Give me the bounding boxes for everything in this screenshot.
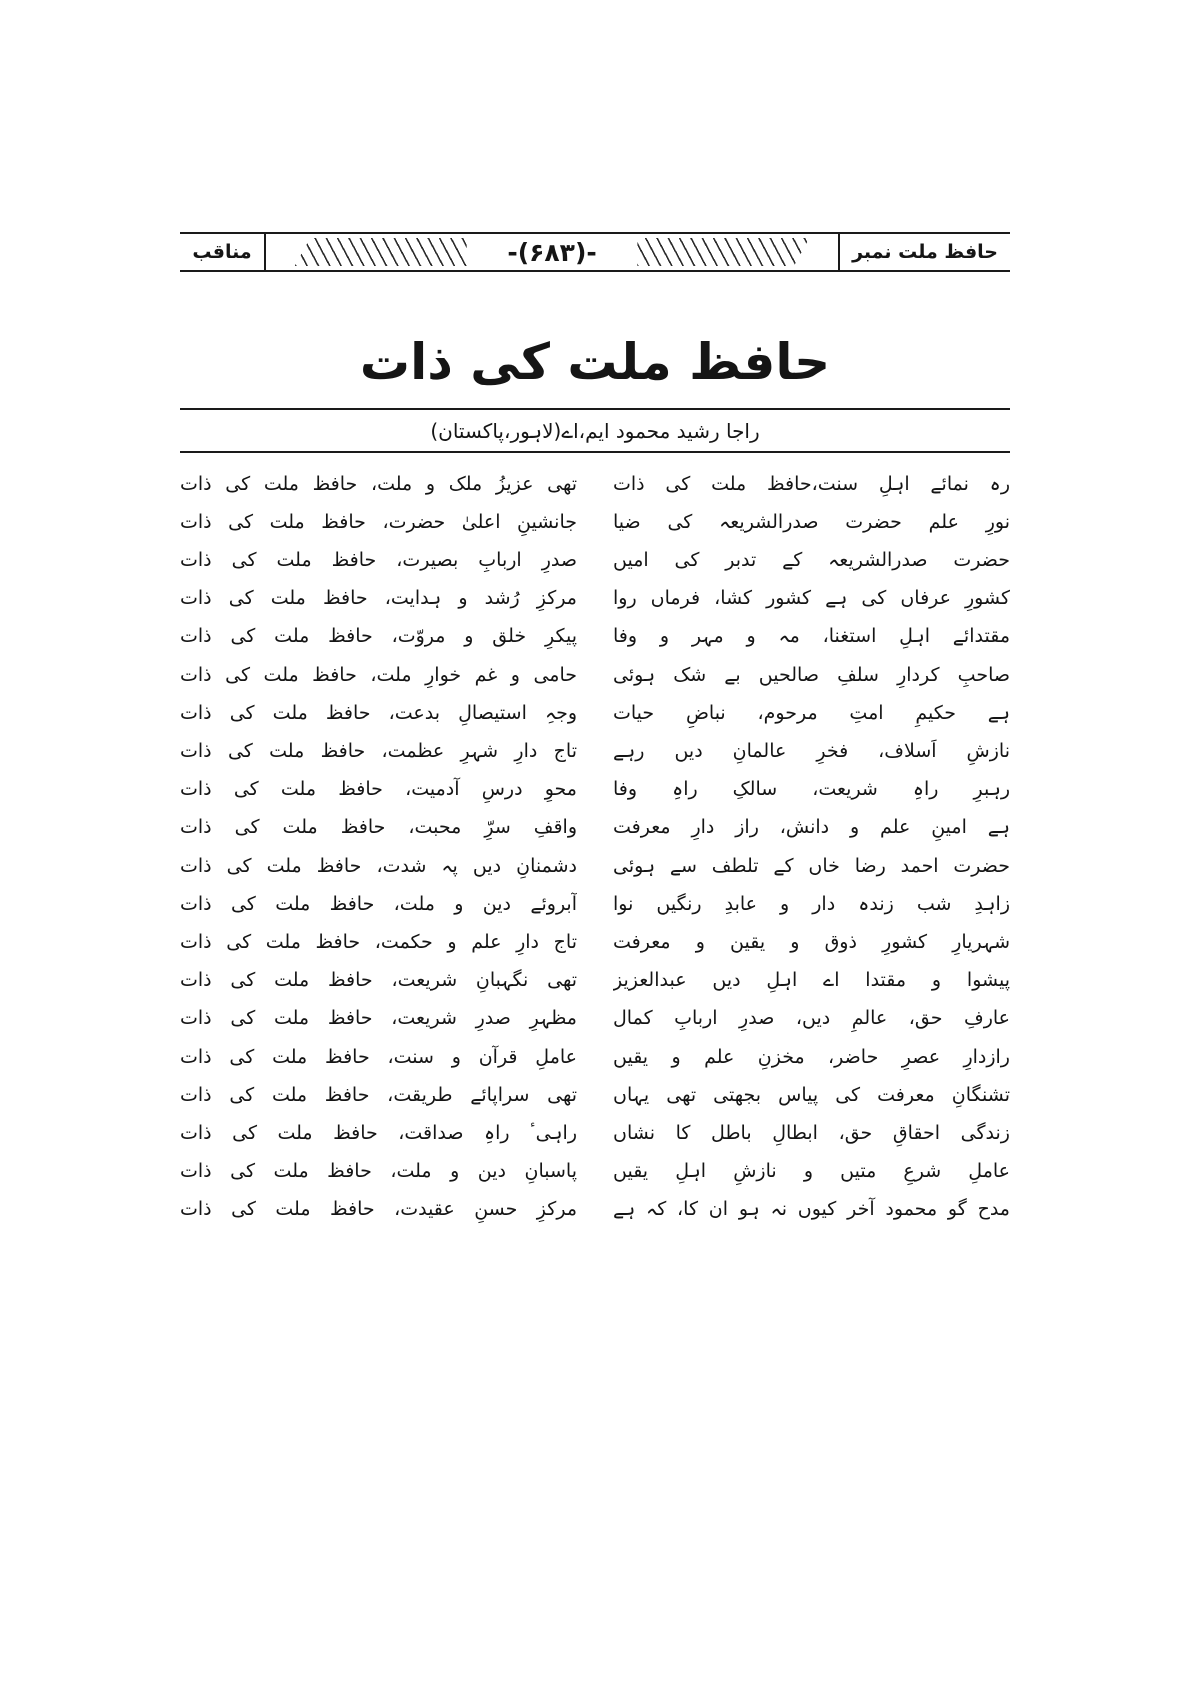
hemistich-first: مدح گو محمود آخر کیوں نہ ہو ان کا، کہ ہے <box>613 1198 1010 1221</box>
hemistich-first: ہے امینِ علم و دانش، راز دارِ معرفت <box>613 816 1010 839</box>
hemistich-first: عارفِ حق، عالمِ دیں، صدرِ اربابِ کمال <box>613 1007 1010 1030</box>
hemistich-second: وجہِ استیصالِ بدعت، حافظ ملت کی ذات <box>180 701 577 724</box>
hemistich-second: محوِ درسِ آدمیت، حافظ ملت کی ذات <box>180 778 577 801</box>
hemistich-second: مرکزِ حسنِ عقیدت، حافظ ملت کی ذات <box>180 1198 577 1221</box>
hemistich-second: تاج دارِ شہرِ عظمت، حافظ ملت کی ذات <box>180 739 577 762</box>
hemistich-second: واقفِ سرِّ محبت، حافظ ملت کی ذات <box>180 816 577 839</box>
hemistich-first: ہے حکیمِ امتِ مرحوم، نباضِ حیات <box>613 701 1010 724</box>
couplet-row <box>180 656 1010 694</box>
couplet-row <box>180 885 1010 923</box>
hemistich-second: جانشینِ اعلیٰ حضرت، حافظ ملت کی ذات <box>180 510 577 533</box>
couplet-row <box>180 1114 1010 1152</box>
couplet-row <box>180 617 1010 655</box>
hemistich-second: صدرِ اربابِ بصیرت، حافظ ملت کی ذات <box>180 548 577 571</box>
hemistich-second: تھی سراپائے طریقت، حافظ ملت کی ذات <box>180 1083 577 1106</box>
hemistich-first: رازدارِ عصرِ حاضر، مخزنِ علم و یقیں <box>613 1045 1010 1068</box>
couplet-row <box>180 579 1010 617</box>
hemistich-first: رہبرِ راہِ شریعت، سالکِ راہِ وفا <box>613 778 1010 801</box>
hemistich-first: نازشِ اَسلاف، فخرِ عالمانِ دیں رہے <box>613 739 1010 762</box>
couplet-row <box>180 770 1010 808</box>
couplet-row <box>180 847 1010 885</box>
hemistich-first: تشنگانِ معرفت کی پیاس بجھتی تھی یہاں <box>613 1083 1010 1106</box>
hemistich-second: پیکرِ خلق و مروّت، حافظ ملت کی ذات <box>180 625 577 648</box>
hemistich-first: مقتدائے اہلِ استغنا، مہ و مہر و وفا <box>613 625 1010 648</box>
hemistich-second: تھی نگہبانِ شریعت، حافظ ملت کی ذات <box>180 969 577 992</box>
hemistich-first: زندگی احقاقِ حق، ابطالِ باطل کا نشاں <box>613 1121 1010 1144</box>
page-header <box>180 232 1010 272</box>
hatch-ornament-right <box>637 238 809 266</box>
poem-title: حافظ ملت کی ذات <box>359 333 831 391</box>
hemistich-second: حامی و غم خوارِ ملت، حافظ ملت کی ذات <box>180 663 577 686</box>
couplet-row <box>180 503 1010 541</box>
hemistich-second: مرکزِ رُشد و ہدایت، حافظ ملت کی ذات <box>180 587 577 610</box>
hemistich-second: تاج دارِ علم و حکمت، حافظ ملت کی ذات <box>180 930 577 953</box>
couplet-row <box>180 1152 1010 1190</box>
page-number: -(۶۸۳)- <box>507 237 597 267</box>
hemistich-first: شہریارِ کشورِ ذوق و یقین و معرفت <box>613 930 1010 953</box>
hemistich-second: عاملِ قرآن و سنت، حافظ ملت کی ذات <box>180 1045 577 1068</box>
couplet-row <box>180 465 1010 503</box>
hemistich-second: راہیٴ راہِ صداقت، حافظ ملت کی ذات <box>180 1121 577 1144</box>
couplet-row <box>180 732 1010 770</box>
hemistich-first: کشورِ عرفاں کی ہے کشور کشا، فرماں روا <box>613 587 1010 610</box>
couplet-row <box>180 1076 1010 1114</box>
hemistich-first: نورِ علم حضرت صدرالشریعہ کی ضیا <box>613 510 1010 533</box>
hemistich-second: تھی عزیزُ ملک و ملت، حافظ ملت کی ذات <box>180 472 577 495</box>
hemistich-first: حضرت احمد رضا خاں کے تلطف سے ہوئی <box>613 854 1010 877</box>
couplet-row <box>180 999 1010 1037</box>
header-section-label: مناقب <box>180 234 266 270</box>
header-issue-label: حافظ ملت نمبر <box>838 234 1010 270</box>
poem-body <box>180 465 1010 1229</box>
couplet-row <box>180 808 1010 846</box>
hemistich-first: صاحبِ کردارِ سلفِ صالحیں بے شک ہوئی <box>613 663 1010 686</box>
hemistich-first: عاملِ شرعِ متیں و نازشِ اہلِ یقیں <box>613 1160 1010 1183</box>
couplet-row <box>180 961 1010 999</box>
couplet-row <box>180 541 1010 579</box>
hatch-ornament-left <box>295 238 467 266</box>
couplet-row <box>180 923 1010 961</box>
couplet-row <box>180 1190 1010 1228</box>
couplet-row <box>180 1038 1010 1076</box>
hemistich-second: مظہرِ صدرِ شریعت، حافظ ملت کی ذات <box>180 1007 577 1030</box>
hemistich-second: دشمنانِ دیں پہ شدت، حافظ ملت کی ذات <box>180 854 577 877</box>
hemistich-first: حضرت صدرالشریعہ کے تدبر کی امیں <box>613 548 1010 571</box>
couplet-row <box>180 694 1010 732</box>
hemistich-first: زاہدِ شب زندہ دار و عابدِ رنگیں نوا <box>613 892 1010 915</box>
byline-divider <box>180 451 1010 453</box>
poet-byline: راجا رشید محمود ایم،اے(لاہور،پاکستان) <box>430 418 760 443</box>
hemistich-second: آبروئے دین و ملت، حافظ ملت کی ذات <box>180 892 577 915</box>
hemistich-second: پاسبانِ دین و ملت، حافظ ملت کی ذات <box>180 1160 577 1183</box>
page-content <box>180 232 1010 1229</box>
hemistich-first: رہ نمائے اہلِ سنت،حافظ ملت کی ذات <box>613 472 1010 495</box>
hemistich-first: پیشوا و مقتدا اے اہلِ دیں عبدالعزیز <box>613 969 1010 992</box>
